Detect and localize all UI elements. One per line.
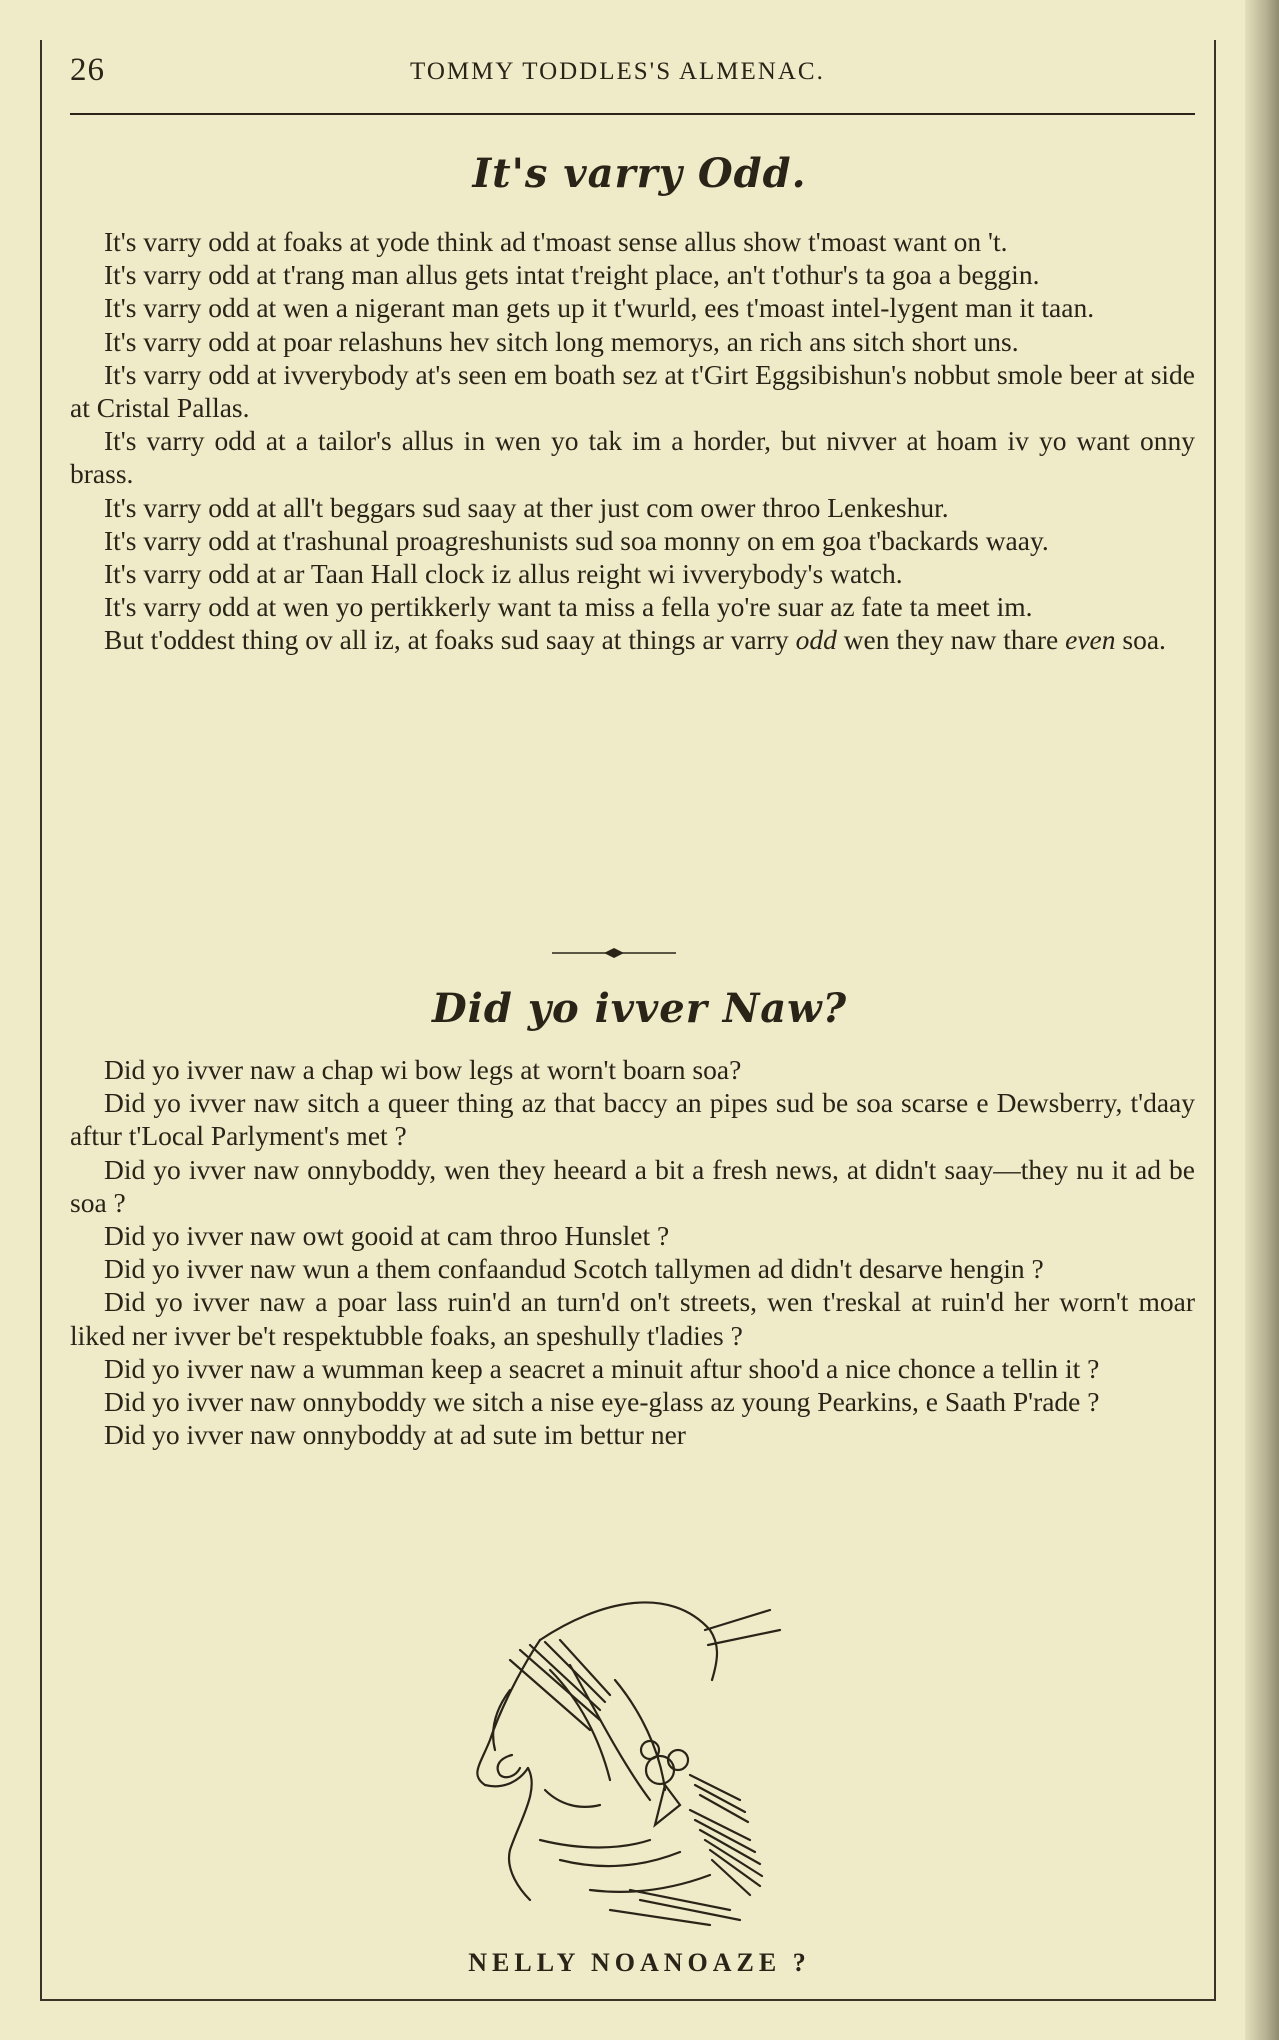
illustration-caption: NELLY NOANOAZE ?: [468, 1948, 811, 1977]
section-varry-odd: [70, 225, 1195, 657]
paragraph: Did yo ivver naw onnyboddy we sitch a nise eye-glass az young Pearkins, e Saath P'rade ?: [104, 1386, 1100, 1418]
paragraph-final: [70, 623, 1195, 656]
paragraph: Did yo ivver naw a poar lass ruin'd an turn'd on't streets, wen t'reskal at ruin'd her worn't moar liked ner ivver be't respektubble foaks, an speshully t'ladies ?: [70, 1286, 1195, 1351]
header-rule: [70, 113, 1195, 115]
italic-word: odd: [795, 624, 837, 656]
paragraph: Did yo ivver naw a wumman keep a seacret a minuit aftur shoo'd a nice chonce a tellin it ?: [104, 1352, 1100, 1384]
paragraph: Did yo ivver naw onnyboddy at ad sute im bettur ner: [104, 1419, 686, 1451]
paragraph: It's varry odd at t'rashunal proagreshunists sud soa monny on em goa t'backards waay.: [104, 524, 1049, 556]
running-head: TOMMY TODDLES'S ALMENAC.: [410, 58, 825, 85]
page-number: 26: [70, 52, 105, 88]
section-title-varry-odd: It's varry Odd.: [472, 150, 807, 197]
page-header: [70, 50, 1195, 100]
paragraph: It's varry odd at wen a nigerant man gets up it t'wurld, ees t'moast intel-lygent man it taan.: [104, 292, 1095, 324]
italic-word: even: [1065, 624, 1116, 656]
section-title-ivver-naw: Did yo ivver Naw?: [431, 985, 848, 1032]
paragraph: Did yo ivver naw sitch a queer thing az that baccy an pipes sud be soa scarse e Dewsberry, t'daay aftur t'Local Parlyment's met ?: [70, 1087, 1195, 1152]
section-divider-ornament: [552, 946, 676, 960]
paragraph: It's varry odd at poar relashuns hev sitch long memorys, an rich ans sitch short uns.: [104, 325, 1019, 357]
paragraph: Did yo ivver naw wun a them confaandud Scotch tallymen ad didn't desarve hengin ?: [104, 1253, 1044, 1285]
paragraph: Did yo ivver naw onnyboddy, wen they heeard a bit a fresh news, at didn't saay—they nu it ad be soa ?: [70, 1153, 1195, 1218]
nelly-noanoaze-illustration: [450, 1590, 850, 1930]
paragraph: It's varry odd at ar Taan Hall clock iz allus reight wi ivverybody's watch.: [104, 558, 903, 590]
paragraph: It's varry odd at wen yo pertikkerly want ta miss a fella yo're suar az fate ta meet im.: [104, 591, 1033, 623]
text-run: soa.: [1115, 624, 1166, 656]
section-ivver-naw: [70, 1053, 1195, 1451]
paragraph: It's varry odd at t'rang man allus gets intat t'reight place, an't t'othur's ta goa a beggin.: [104, 259, 1040, 291]
paragraph: It's varry odd at foaks at yode think ad t'moast sense allus show t'moast want on 't.: [104, 226, 1008, 257]
paragraph: It's varry odd at all't beggars sud saay at ther just com ower throo Lenkeshur.: [104, 491, 949, 523]
frame-bottom-rule: [40, 1999, 1216, 2001]
paragraph: It's varry odd at a tailor's allus in wen yo tak im a horder, but nivver at hoam iv yo want onny brass.: [70, 425, 1195, 490]
text-run: wen they naw thare: [836, 624, 1066, 656]
paragraph: It's varry odd at ivverybody at's seen em boath sez at t'Girt Eggsibishun's nobbut smole beer at side at Cristal Pallas.: [70, 358, 1195, 424]
text-run: But t'oddest thing ov all iz, at foaks sud saay at things ar varry: [104, 624, 796, 656]
paragraph: Did yo ivver naw a chap wi bow legs at worn't boarn soa?: [104, 1054, 742, 1085]
paragraph: Did yo ivver naw owt gooid at cam throo Hunslet ?: [104, 1220, 670, 1252]
